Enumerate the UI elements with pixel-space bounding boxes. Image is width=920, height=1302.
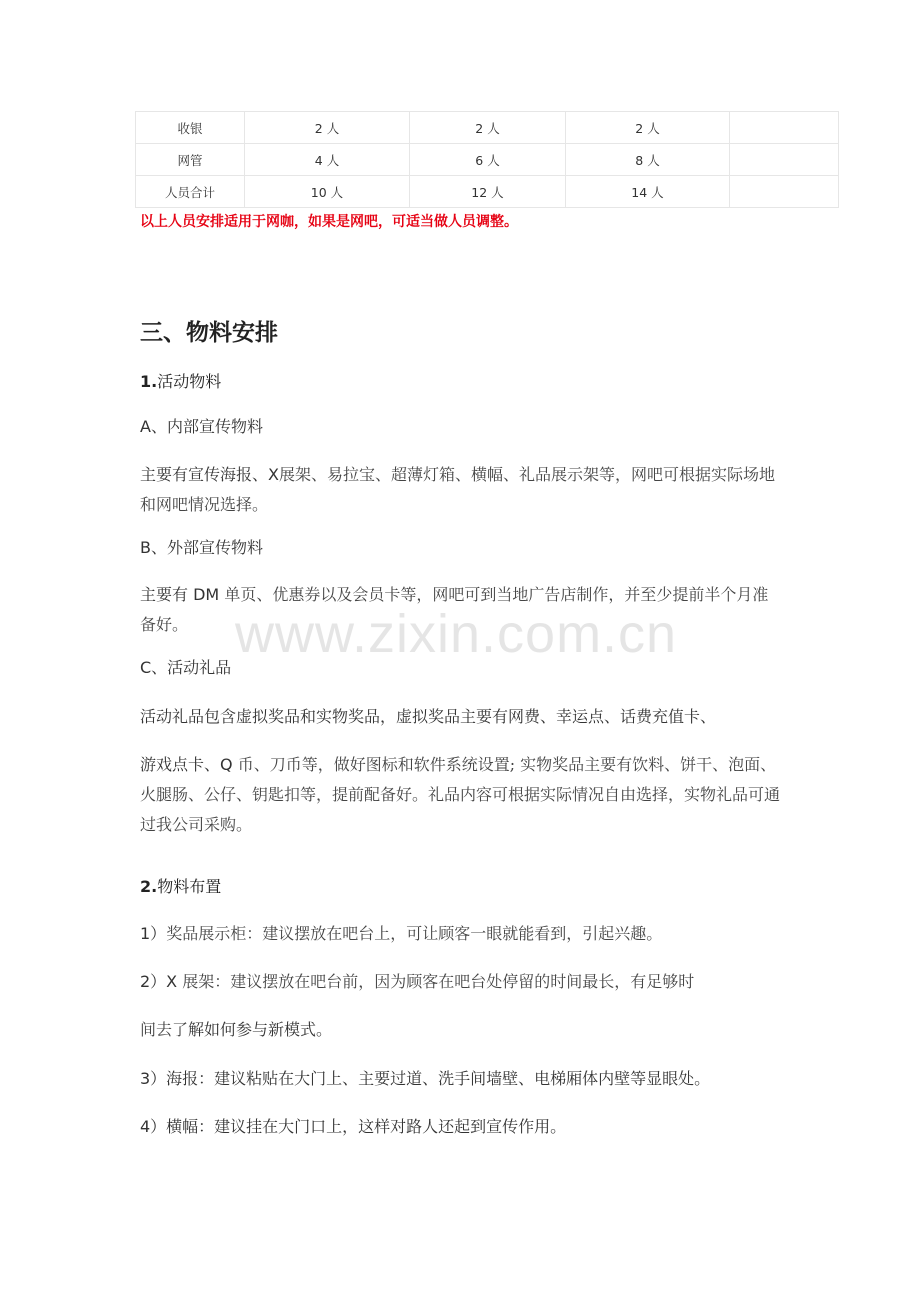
layout-item-2-line2: 间去了解如何参与新模式。 [140, 1020, 333, 1039]
table-cell: 2 人 [245, 112, 410, 144]
item-c-body: 游戏点卡、Q 币、刀币等，做好图标和软件系统设置; 实物奖品主要有饮料、饼干、泡面、火腿肠、公仔、钥匙扣等，提前配备好。礼品内容可根据实际情况自由选择，实物礼品可通过我公司采购。 [140, 755, 781, 834]
table-cell: 人员合计 [136, 176, 245, 208]
table-cell: 2 人 [566, 112, 730, 144]
table-cell: 8 人 [566, 144, 730, 176]
table-cell [730, 144, 839, 176]
table-cell: 2 人 [410, 112, 566, 144]
item-a-body: 主要有宣传海报、X展架、易拉宝、超薄灯箱、横幅、礼品展示架等，网吧可根据实际场地和网吧情况选择。 [140, 465, 775, 514]
table-cell [730, 176, 839, 208]
watermark: www.zixin.com.cn [235, 604, 678, 664]
table-row [136, 112, 839, 144]
subsection-text: 活动物料 [157, 372, 222, 391]
item-c-line1: 活动礼品包含虚拟奖品和实物奖品，虚拟奖品主要有网费、幸运点、话费充值卡、 [140, 707, 717, 726]
table-cell: 网管 [136, 144, 245, 176]
item-b-title: B、外部宣传物料 [140, 538, 263, 557]
table-cell: 10 人 [245, 176, 410, 208]
subsection-activity-materials [140, 369, 221, 392]
subsection-number: 1. [140, 372, 158, 391]
layout-item-1: 1）奖品展示柜：建议摆放在吧台上，可让顾客一眼就能看到，引起兴趣。 [140, 924, 663, 943]
subsection-number: 2. [140, 877, 158, 896]
staff-note: 以上人员安排适用于网咖，如果是网吧，可适当做人员调整。 [140, 214, 518, 230]
layout-item-3: 3）海报：建议粘贴在大门上、主要过道、洗手间墙壁、电梯厢体内壁等显眼处。 [140, 1069, 711, 1088]
table-cell: 12 人 [410, 176, 566, 208]
subsection-text: 物料布置 [157, 877, 222, 896]
table-row [136, 144, 839, 176]
item-a-title: A、内部宣传物料 [140, 417, 263, 436]
item-c-title: C、活动礼品 [140, 658, 232, 677]
staff-table [135, 111, 839, 208]
item-b-body: 主要有 DM 单页、优惠券以及会员卡等，网吧可到当地广告店制作，并至少提前半个月准备好。 [140, 585, 769, 634]
section-title: 三、物料安排 [140, 320, 278, 346]
table-cell: 4 人 [245, 144, 410, 176]
table-cell: 14 人 [566, 176, 730, 208]
table-row [136, 176, 839, 208]
table-cell: 6 人 [410, 144, 566, 176]
layout-item-4: 4）横幅：建议挂在大门口上，这样对路人还起到宣传作用。 [140, 1117, 567, 1136]
table-cell: 收银 [136, 112, 245, 144]
table-cell [730, 112, 839, 144]
subsection-material-layout [140, 874, 221, 897]
layout-item-2-line1: 2）X 展架：建议摆放在吧台前，因为顾客在吧台处停留的时间最长，有足够时 [140, 972, 695, 991]
